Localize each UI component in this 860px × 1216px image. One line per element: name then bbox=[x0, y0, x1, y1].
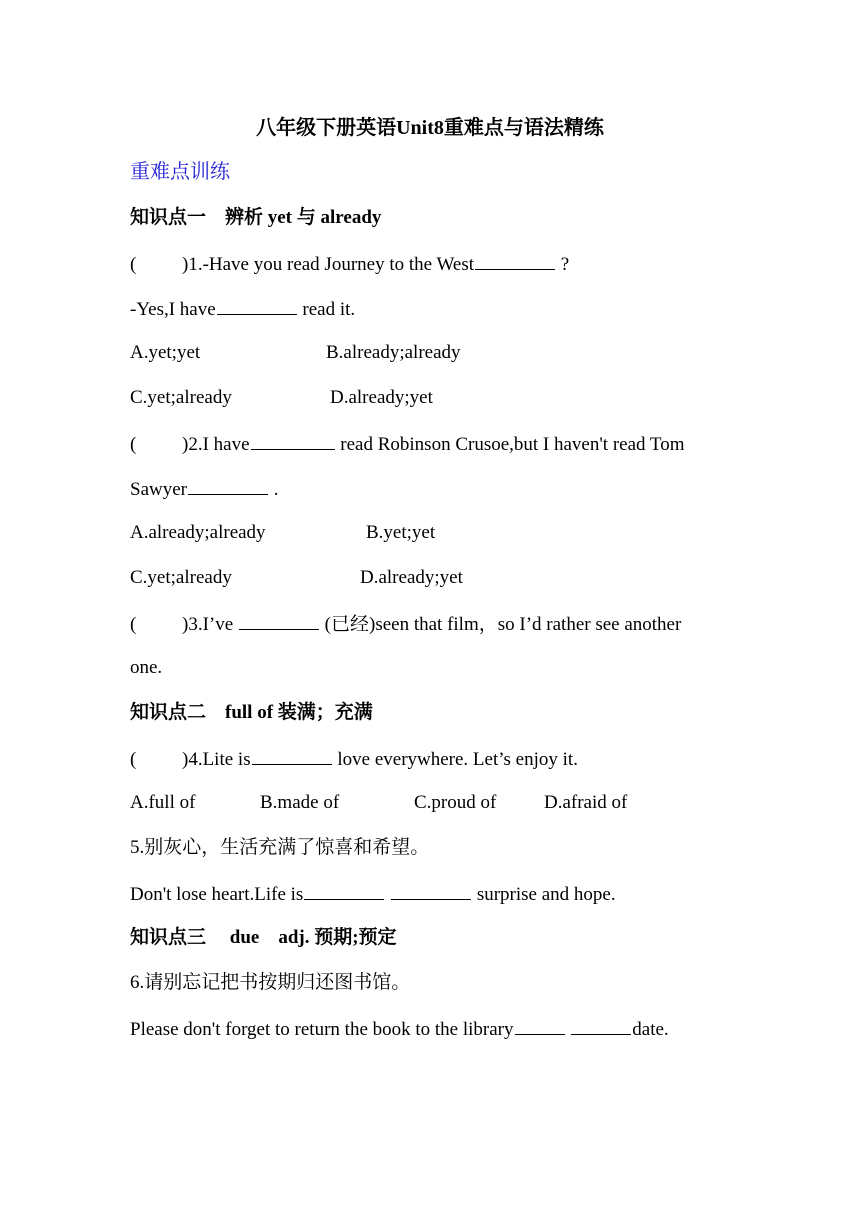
answer-blank[interactable] bbox=[515, 1016, 565, 1035]
question-2-text-b: read Robinson Crusoe,but I haven't read Tom bbox=[335, 434, 685, 455]
question-2-line-2-b: . bbox=[268, 479, 279, 500]
question-2-options-cd bbox=[130, 566, 740, 590]
question-1-options-ab bbox=[130, 341, 740, 365]
question-5-english bbox=[130, 881, 740, 907]
answer-blank[interactable] bbox=[252, 746, 332, 765]
knowledge-point-3-heading: 知识点三 due adj. 预期;预定 bbox=[130, 927, 397, 948]
answer-blank[interactable] bbox=[251, 431, 335, 450]
question-6-chinese: 6.请别忘记把书按期归还图书馆。 bbox=[130, 972, 411, 993]
answer-blank[interactable] bbox=[217, 296, 297, 315]
option-c: C.yet;already bbox=[130, 567, 232, 588]
option-b: B.already;already bbox=[326, 342, 461, 363]
question-5-english-b: surprise and hope. bbox=[472, 884, 616, 905]
answer-paren-open: ( bbox=[130, 434, 137, 455]
knowledge-point-1-heading: 知识点一 辨析 yet 与 already bbox=[130, 207, 382, 228]
question-2 bbox=[130, 431, 740, 457]
option-c: C.proud of bbox=[414, 792, 497, 813]
option-a: A.already;already bbox=[130, 522, 266, 543]
knowledge-point-2-heading: 知识点二 full of 装满；充满 bbox=[130, 702, 373, 723]
option-c: C.yet;already bbox=[130, 387, 232, 408]
option-d: D.already;yet bbox=[360, 567, 463, 588]
option-d: D.already;yet bbox=[330, 387, 433, 408]
question-4-options bbox=[130, 791, 740, 815]
question-4-text-a: )4.Lite is bbox=[182, 749, 251, 770]
section-heading: 重难点训练 bbox=[130, 161, 230, 183]
question-1-line-2 bbox=[130, 296, 740, 322]
question-1-text: )1.-Have you read Journey to the West bbox=[182, 254, 475, 275]
question-3 bbox=[130, 611, 740, 637]
question-1 bbox=[130, 251, 740, 277]
question-6-english-b: date. bbox=[632, 1019, 669, 1040]
question-3-text-a: )3.I’ve bbox=[182, 614, 238, 635]
question-3-line-2: one. bbox=[130, 657, 163, 678]
question-2-options-ab bbox=[130, 521, 740, 545]
answer-paren-open: ( bbox=[130, 614, 137, 635]
question-1-options-cd bbox=[130, 386, 740, 410]
answer-blank[interactable] bbox=[188, 476, 268, 495]
question-6-english-a: Please don't forget to return the book to the library bbox=[130, 1019, 514, 1040]
option-b: B.yet;yet bbox=[366, 522, 436, 543]
question-2-line-2 bbox=[130, 476, 740, 502]
question-3-text-b: (已经)seen that film，so I’d rather see another bbox=[319, 614, 682, 635]
question-1-end: ? bbox=[556, 254, 570, 275]
option-a: A.full of bbox=[130, 792, 196, 813]
question-5-chinese: 5.别灰心，生活充满了惊喜和希望。 bbox=[130, 837, 430, 858]
question-6-english bbox=[130, 1016, 740, 1042]
question-2-text-a: )2.I have bbox=[182, 434, 250, 455]
option-a: A.yet;yet bbox=[130, 342, 201, 363]
question-5-english-a: Don't lose heart.Life is bbox=[130, 884, 304, 905]
question-4 bbox=[130, 746, 740, 772]
answer-blank[interactable] bbox=[304, 881, 384, 900]
answer-blank[interactable] bbox=[391, 881, 471, 900]
question-1-line-2-b: read it. bbox=[297, 299, 356, 320]
question-2-line-2-a: Sawyer bbox=[130, 479, 187, 500]
page-title: 八年级下册英语Unit8重难点与语法精练 bbox=[256, 117, 604, 139]
answer-paren-open: ( bbox=[130, 254, 137, 275]
option-d: D.afraid of bbox=[544, 792, 628, 813]
answer-paren-open: ( bbox=[130, 749, 137, 770]
option-b: B.made of bbox=[260, 792, 340, 813]
answer-blank[interactable] bbox=[239, 611, 319, 630]
question-4-text-b: love everywhere. Let’s enjoy it. bbox=[332, 749, 578, 770]
answer-blank[interactable] bbox=[571, 1016, 631, 1035]
answer-blank[interactable] bbox=[475, 251, 555, 270]
question-1-line-2-a: -Yes,I have bbox=[130, 299, 216, 320]
